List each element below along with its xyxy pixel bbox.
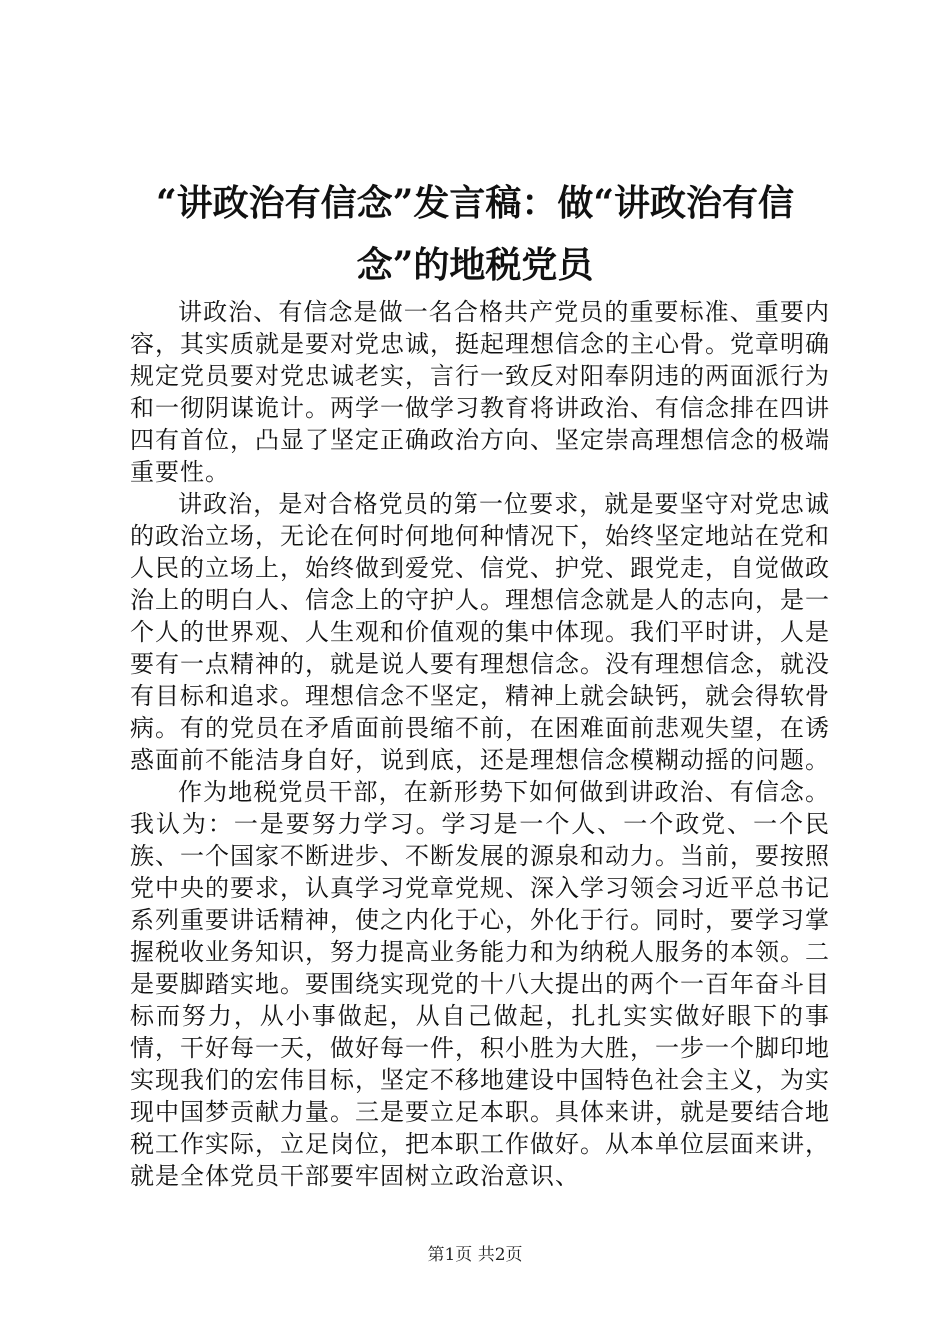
paragraph-1: 讲政治、有信念是做一名合格共产党员的重要标准、重要内容，其实质就是要对党忠诚，挺起理想信念的主心骨。党章明确规定党员要对党忠诚老实，言行一致反对阳奉阴违的两面派行为和一彻阴谋诡计。两学一做学习教育将讲政治、有信念排在四讲四有首位，凸显了坚定正确政治方向、坚定崇高理想信念的极端重要性。 xyxy=(130,298,830,486)
page-footer xyxy=(0,1244,950,1266)
paragraph-2: 讲政治，是对合格党员的第一位要求，就是要坚守对党忠诚的政治立场，无论在何时何地何种情况下，始终坚定地站在党和人民的立场上，始终做到爱党、信党、护党、跟党走，自觉做政治上的明白人、信念上的守护人。理想信念就是人的志向，是一个人的世界观、人生观和价值观的集中体现。我们平时讲，人是要有一点精神的，就是说人要有理想信念。没有理想信念，就没有目标和追求。理想信念不坚定，精神上就会缺钙，就会得软骨病。有的党员在矛盾面前畏缩不前，在困难面前悲观失望，在诱惑面前不能洁身自好，说到底，还是理想信念模糊动摇的问题。 xyxy=(130,490,830,774)
paragraph-3: 作为地税党员干部，在新形势下如何做到讲政治、有信念。我认为：一是要努力学习。学习是一个人、一个政党、一个民族、一个国家不断进步、不断发展的源泉和动力。当前，要按照党中央的要求，认真学习党章党规、深入学习领会习近平总书记系列重要讲话精神，使之内化于心，外化于行。同时，要学习掌握税收业务知识，努力提高业务能力和为纳税人服务的本领。二是要脚踏实地。要围绕实现党的十八大提出的两个一百年奋斗目标而努力，从小事做起，从自己做起，扎扎实实做好眼下的事情，干好每一天，做好每一件，积小胜为大胜，一步一个脚印地实现我们的宏伟目标，坚定不移地建设中国特色社会主义，为实现中国梦贡献力量。三是要立足本职。具体来讲，就是要结合地税工作实际，立足岗位，把本职工作做好。从本单位层面来讲，就是全体党员干部要牢固树立政治意识、 xyxy=(130,778,830,1190)
document-body xyxy=(130,296,830,1192)
page-number-label: 第1页 共2页 xyxy=(427,1245,523,1265)
document-title: “讲政治有信念”发言稿：做“讲政治有信念”的地税党员 xyxy=(155,182,795,286)
